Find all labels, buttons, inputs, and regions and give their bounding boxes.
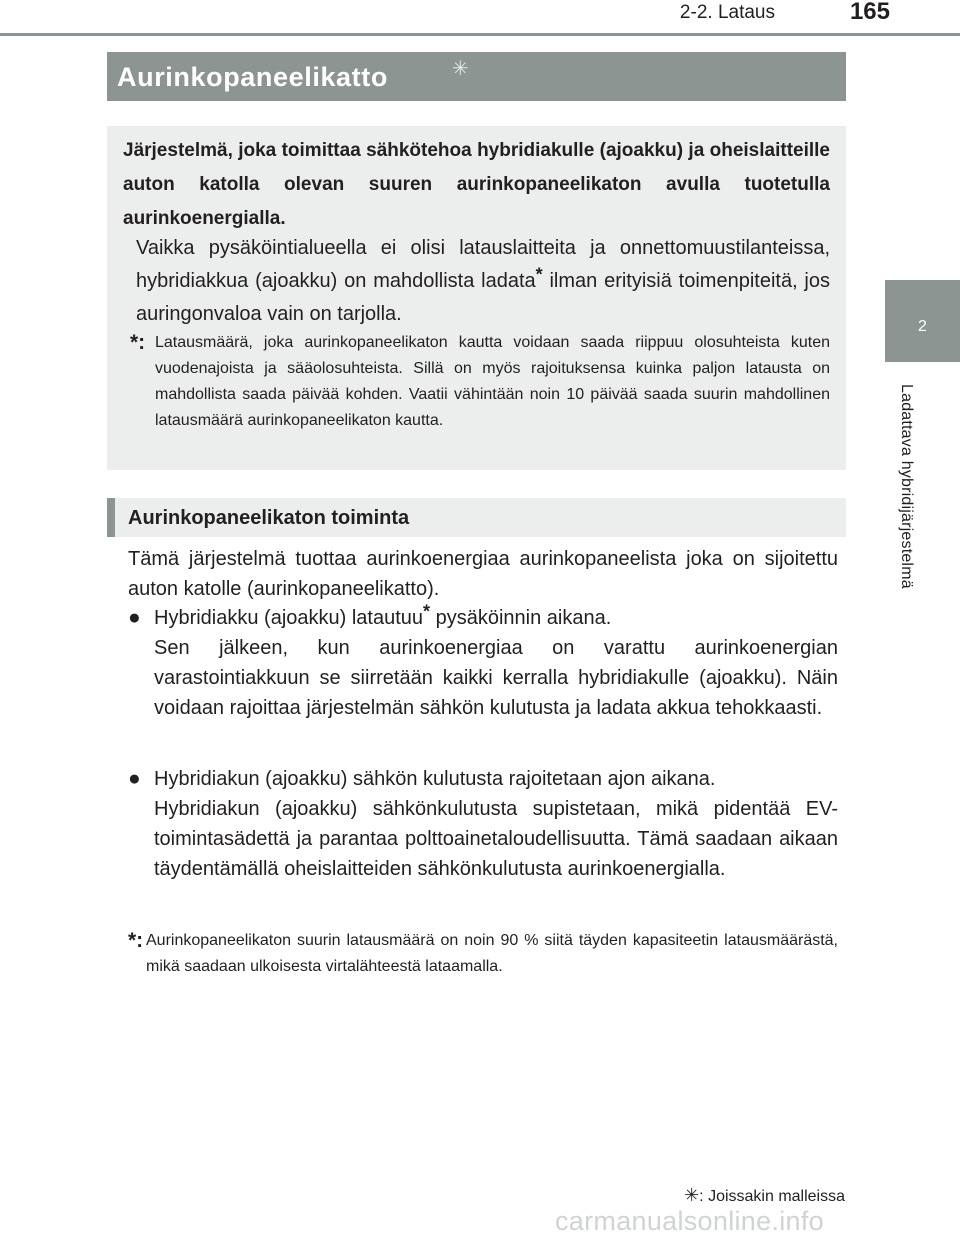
bullet-heading-text: Hybridiakku (ajoakku) latautuu: [154, 607, 424, 629]
bullet-heading: Hybridiakun (ajoakku) sähkön kulutusta rajoitetaan ajon aikana.: [154, 768, 716, 790]
chapter-number: 2: [918, 318, 927, 335]
watermark: carmanualsonline.info: [555, 1206, 824, 1236]
optional-equipment-mark: ✳: [684, 1185, 700, 1205]
footnote-star: *: [535, 264, 543, 285]
bullet-icon: ●: [128, 606, 141, 629]
body-intro: Tämä järjestelmä tuottaa aurinkoenergiaa aurinkopaneelista joka on sijoitettu auton katolle (aurinkopaneelikatto).: [128, 548, 838, 600]
bullet-text: Hybridiakun (ajoakku) sähkönkulutusta supistetaan, mikä pidentää EV-toimintasädettä ja parantaa polttoainetaloudellisuutta. Tämä saadaan aikaan täydentämällä oheislaitteiden sähkönkulutusta aurinkoenergialla.: [154, 798, 838, 880]
intro-paragraph: [136, 232, 830, 331]
section-header: 2-2. Lataus: [679, 2, 775, 23]
page-title-bar: [107, 52, 846, 101]
chapter-tab-divider: [885, 360, 960, 362]
subsection-accent: [107, 498, 115, 537]
intro-paragraph-text-end: ilman erityisiä toimenpiteitä, jos auringonvaloa vain on tarjolla.: [136, 270, 830, 325]
optional-equipment-mark: ✳: [452, 58, 469, 80]
footnote-text: Latausmäärä, joka aurinkopaneelikaton kautta voidaan saada riippuu olosuhteista kuten vuodenajoista ja sääolosuhteista. Sillä on myös rajoituksensa kuinka paljon latausta on mahdollista saada päivää kohden. Vaatii vähintään noin 10 päivää saada suurin mahdollinen latausmäärä aurinkopaneelikaton kautta.: [155, 334, 830, 429]
subsection-header: [107, 498, 846, 537]
footnote-mark: *:: [130, 331, 146, 354]
bullet-icon: ●: [128, 767, 141, 790]
footnote-text: Aurinkopaneelikaton suurin latausmäärä on noin 90 % siitä täyden kapasiteetin latausmäärästä, mikä saadaan ulkoisesta virtalähteestä lataamalla.: [146, 932, 838, 975]
bullet-heading: [154, 603, 611, 633]
page-number: 165: [849, 0, 890, 25]
page-title: Aurinkopaneelikatto: [117, 62, 388, 92]
chapter-label: Ladattava hybridijärjestelmä: [898, 384, 915, 589]
intro-summary: Järjestelmä, joka toimittaa sähkötehoa hybridiakulle (ajoakku) ja oheislaitteille auton katolla olevan suuren aurinkopaneelikaton avulla tuotetulla aurinkoenergialla.: [123, 140, 830, 229]
bullet-text: Sen jälkeen, kun aurinkoenergiaa on varattu aurinkoenergian varastointiakkuun se siirretään kaikki kerralla hybridiakulle (ajoakku). Näin voidaan rajoittaa järjestelmän sähkön kulutusta ja ladata akkua tehokkaasti.: [154, 637, 838, 719]
availability-note: [684, 1185, 845, 1206]
header-divider: [0, 33, 960, 36]
footnote-star: *: [423, 601, 431, 622]
subsection-title: Aurinkopaneelikaton toiminta: [128, 507, 410, 529]
bullet-heading-text-end: pysäköinnin aikana.: [430, 607, 612, 629]
availability-text: : Joissakin malleissa: [699, 1188, 845, 1205]
footnote-mark: *:: [128, 929, 144, 952]
intro-paragraph-text: Vaikka pysäköintialueella ei olisi latauslaitteita ja onnettomuustilanteissa, hybridiakkua (ajoakku) on mahdollista ladata: [136, 237, 830, 292]
